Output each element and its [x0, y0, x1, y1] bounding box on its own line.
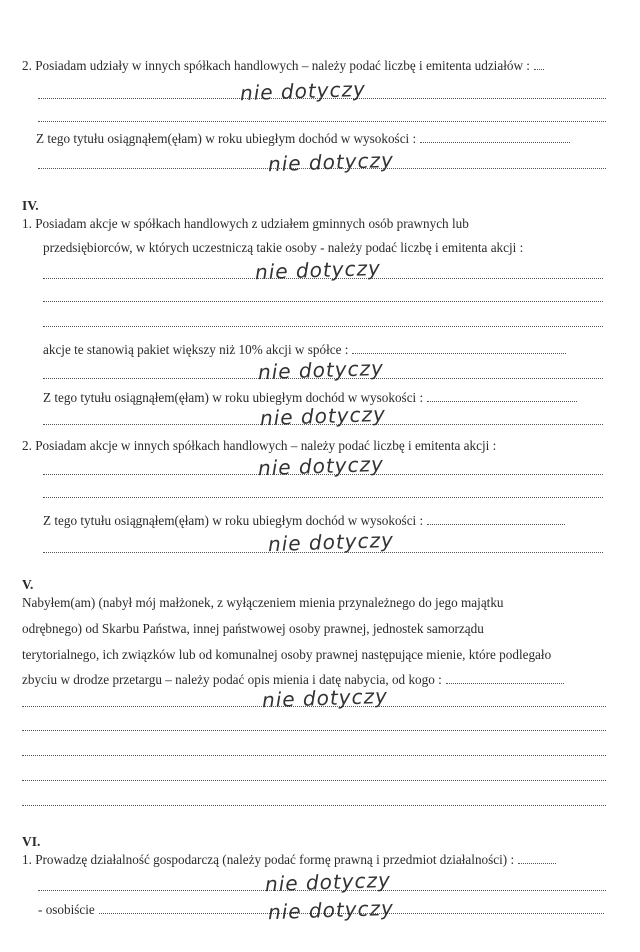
- s4-income-label-2: Z tego tytułu osiągnąłem(ęłam) w roku ubiegłym dochód w wysokości :: [43, 513, 565, 529]
- handwritten-answer: nie dotyczy: [254, 255, 382, 285]
- answer-line: [38, 121, 606, 122]
- answer-line: [43, 497, 603, 498]
- handwritten-answer: nie dotyczy: [267, 895, 395, 925]
- s5-text-line2: odrębnego) od Skarbu Państwa, innej państwowej osoby prawnej, jednostek samorządu: [22, 621, 484, 636]
- section-v-heading: V.: [22, 577, 34, 592]
- answer-line: [22, 730, 606, 731]
- s4-pakiet-label: akcje te stanowią pakiet większy niż 10% akcji w spółce :: [43, 342, 566, 358]
- answer-line: [22, 780, 606, 781]
- handwritten-answer: nie dotyczy: [257, 451, 385, 481]
- s3-question-2: 2. Posiadam udziały w innych spółkach handlowych – należy podać liczbę i emitenta udziałów :: [22, 58, 544, 74]
- s4-question-1-line2: przedsiębiorców, w których uczestniczą takie osoby - należy podać liczbę i emitenta akcji :: [43, 240, 524, 255]
- s5-text-line3: terytorialnego, ich związków lub od komunalnej osoby prawnej następujące mienie, które podlegało: [22, 647, 552, 662]
- handwritten-answer: nie dotyczy: [239, 76, 367, 106]
- s5-text-line4: zbyciu w drodze przetargu – należy podać opis mienia i datę nabycia, od kogo :: [22, 672, 564, 688]
- handwritten-answer: nie dotyczy: [267, 527, 395, 557]
- s6-personal-label: - osobiście: [38, 902, 604, 918]
- s4-question-2: 2. Posiadam akcje w innych spółkach handlowych – należy podać liczbę i emitenta akcji :: [22, 438, 497, 453]
- answer-line: [22, 805, 606, 806]
- s4-question-1-line1: 1. Posiadam akcje w spółkach handlowych z udziałem gminnych osób prawnych lub: [22, 216, 469, 231]
- handwritten-answer: nie dotyczy: [259, 401, 387, 431]
- section-iv-heading: IV.: [22, 198, 39, 213]
- answer-line: [22, 755, 606, 756]
- s3-income-label: Z tego tytułu osiągnąłem(ęłam) w roku ubiegłym dochód w wysokości :: [36, 131, 570, 147]
- s6-question-1: 1. Prowadzę działalność gospodarczą (należy podać formę prawną i przedmiot działalności) :: [22, 852, 556, 868]
- handwritten-answer: nie dotyczy: [261, 683, 389, 713]
- handwritten-answer: nie dotyczy: [267, 147, 395, 177]
- answer-line: [43, 326, 603, 327]
- s4-income-label-1: Z tego tytułu osiągnąłem(ęłam) w roku ubiegłym dochód w wysokości :: [43, 390, 577, 406]
- handwritten-answer: nie dotyczy: [264, 867, 392, 897]
- answer-line: [43, 301, 603, 302]
- handwritten-answer: nie dotyczy: [257, 355, 385, 385]
- section-vi-heading: VI.: [22, 834, 41, 849]
- s5-text-line1: Nabyłem(am) (nabył mój małżonek, z wyłączeniem mienia przynależnego do jego majątku: [22, 595, 504, 610]
